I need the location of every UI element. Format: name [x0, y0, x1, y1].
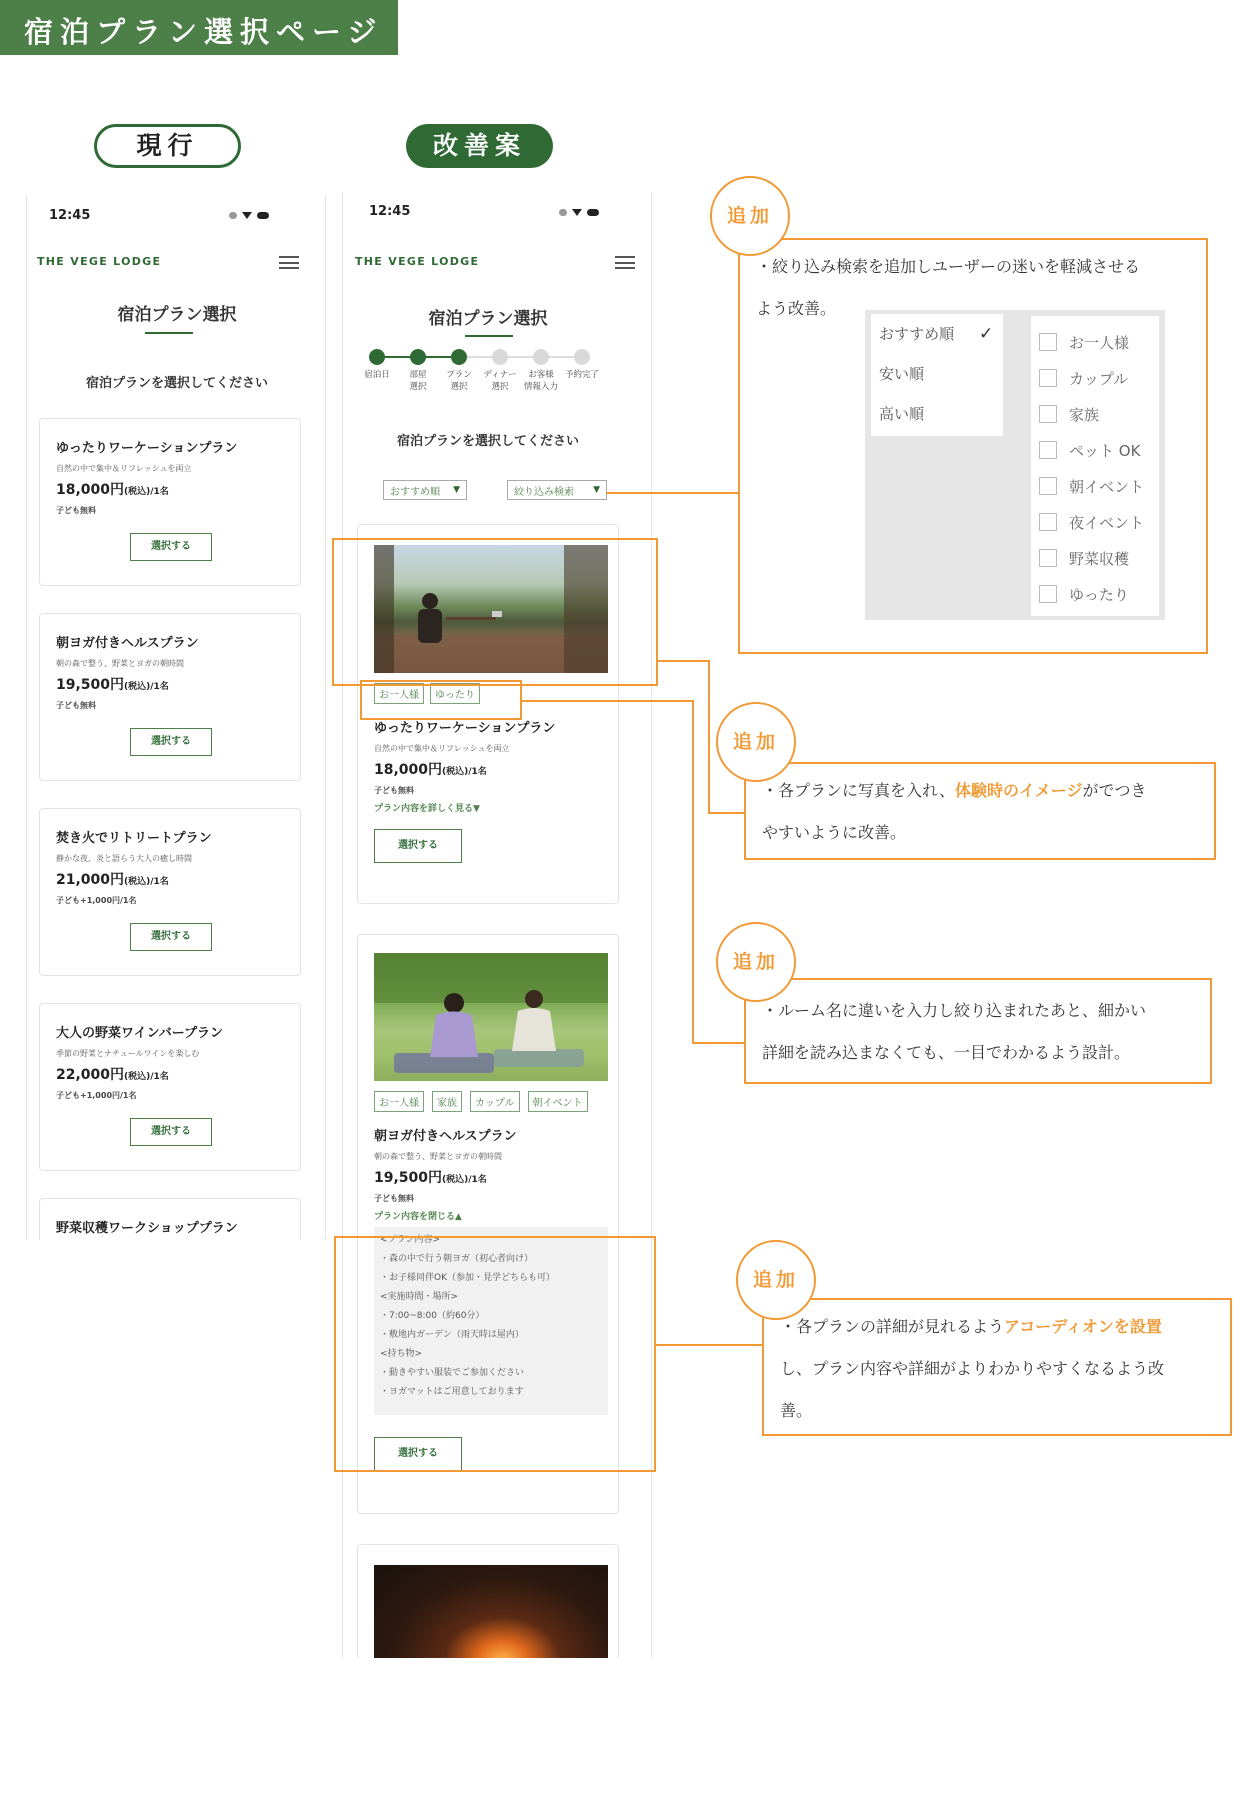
detail-line: <実施時間・場所>: [380, 1292, 459, 1302]
detail-line: ・ヨガマットはご用意しております: [380, 1387, 524, 1397]
detail-line: ・森の中で行う朝ヨガ（初心者向け）: [380, 1254, 534, 1264]
child-price: 子ども無料: [56, 506, 96, 515]
photo-scene: [374, 953, 608, 1081]
select-button[interactable]: 選択する: [130, 533, 212, 561]
dropdown-arrow-icon: ▼: [453, 485, 460, 495]
status-time: 12:45: [369, 204, 411, 219]
filter-option[interactable]: ゆったり: [1039, 576, 1159, 612]
filter-option[interactable]: お一人様: [1039, 324, 1159, 360]
child-price: 子ども+1,000円/1名: [56, 896, 137, 905]
booking-progress-steps: [363, 349, 603, 399]
filter-option[interactable]: ペット OK: [1039, 432, 1159, 468]
collapse-details-link[interactable]: プラン内容を閉じる▲: [374, 1212, 462, 1222]
sort-dropdown[interactable]: おすすめ順 ▼: [383, 480, 467, 500]
checkbox[interactable]: [1039, 549, 1057, 567]
plan-card: [39, 613, 301, 781]
plan-desc: 静かな夜、炎と語らう大人の癒し時間: [56, 854, 192, 863]
plan-price: 19,500円(税込)/1名: [374, 1170, 487, 1186]
annotation-photo-text: ・各プランに写真を入れ、体験時のイメージがでつき やすいように改善。: [762, 781, 1147, 842]
add-badge: 追加: [710, 176, 790, 256]
connector-line: [658, 660, 710, 662]
connector-line: [708, 812, 746, 814]
brand-logo[interactable]: THE VEGE LODGE: [37, 255, 162, 268]
expand-details-link[interactable]: プラン内容を詳しく見る▼: [374, 804, 480, 814]
filter-options-panel: [1031, 316, 1159, 616]
connector-line: [606, 492, 738, 494]
signal-icon: [559, 209, 567, 216]
plan-price: 22,000円(税込)/1名: [56, 1067, 169, 1083]
tag: カップル: [470, 1091, 520, 1112]
checkbox[interactable]: [1039, 477, 1057, 495]
sort-option[interactable]: おすすめ順 ✓: [871, 314, 1003, 354]
step-dot: [451, 349, 467, 365]
sort-options-panel: [871, 314, 1003, 436]
filter-option[interactable]: 夜イベント: [1039, 504, 1159, 540]
checkbox[interactable]: [1039, 369, 1057, 387]
connector-line: [522, 700, 694, 702]
plan-title: 大人の野菜ワインバープラン: [56, 1026, 224, 1041]
plan-card: [39, 1198, 301, 1240]
select-prompt: 宿泊プランを選択してください: [85, 376, 268, 391]
menu-icon[interactable]: [615, 256, 635, 269]
detail-line: ・お子様同伴OK（参加・見学どちらも可）: [380, 1273, 555, 1283]
tags-highlight: [360, 680, 522, 720]
plan-desc: 自然の中で集中＆リフレッシュを両立: [374, 744, 510, 753]
yoga-photo: [374, 953, 608, 1081]
checkbox[interactable]: [1039, 333, 1057, 351]
connector-line: [656, 1344, 764, 1346]
tag-list: [374, 1091, 588, 1112]
annotation-filter-text: ・絞り込み検索を追加しユーザーの迷いを軽減させる よう改善。: [756, 257, 1141, 318]
status-icons: [559, 209, 599, 216]
plan-title: 焚き火でリトリートプラン: [56, 831, 212, 846]
select-button[interactable]: 選択する: [130, 1118, 212, 1146]
status-icons: [229, 212, 269, 219]
checkbox[interactable]: [1039, 513, 1057, 531]
title-underline: [145, 332, 193, 334]
detail-line: <持ち物>: [380, 1349, 423, 1359]
battery-icon: [257, 212, 269, 219]
sort-option[interactable]: 高い順: [879, 405, 925, 423]
detail-line: <プラン内容>: [380, 1235, 441, 1245]
tag: ゆったり: [430, 683, 480, 704]
dropdown-arrow-icon: ▼: [593, 485, 600, 495]
check-icon: ✓: [979, 324, 994, 344]
filter-option[interactable]: カップル: [1039, 360, 1159, 396]
step-label: 予約完了: [564, 370, 599, 380]
child-price: 子ども無料: [374, 786, 414, 795]
plan-card: [39, 418, 301, 586]
plan-price: 21,000円(税込)/1名: [56, 872, 169, 888]
tag: 家族: [432, 1091, 462, 1112]
select-button[interactable]: 選択する: [130, 728, 212, 756]
page-banner-title: 宿泊プラン選択ページ: [0, 0, 398, 55]
connector-line: [708, 660, 710, 814]
step-label: プラン 選択: [446, 370, 472, 392]
plan-desc: 朝の森で整う、野菜とヨガの朝時間: [56, 659, 184, 668]
plan-desc: 自然の中で集中＆リフレッシュを両立: [56, 464, 192, 473]
wifi-icon: [572, 209, 582, 216]
step-dot: [410, 349, 426, 365]
battery-icon: [587, 209, 599, 216]
tag: お一人様: [374, 1091, 424, 1112]
improved-label: 改善案: [406, 124, 553, 168]
connector-line: [692, 1042, 746, 1044]
title-underline: [465, 335, 513, 337]
plan-desc: 朝の森で整う、野菜とヨガの朝時間: [374, 1152, 502, 1161]
filter-option[interactable]: 家族: [1039, 396, 1159, 432]
checkbox[interactable]: [1039, 441, 1057, 459]
add-badge: 追加: [736, 1240, 816, 1320]
checkbox[interactable]: [1039, 405, 1057, 423]
select-button[interactable]: 選択する: [374, 1437, 462, 1471]
select-button[interactable]: 選択する: [130, 923, 212, 951]
child-price: 子ども無料: [56, 701, 96, 710]
status-time: 12:45: [49, 208, 91, 223]
select-prompt: 宿泊プランを選択してください: [396, 434, 579, 449]
checkbox[interactable]: [1039, 585, 1057, 603]
step-label: 部屋 選択: [409, 370, 427, 392]
plan-title: 野菜収穫ワークショッププラン: [56, 1221, 238, 1236]
plan-title: ゆったりワーケーションプラン: [374, 721, 556, 736]
plan-price: 18,000円(税込)/1名: [374, 762, 487, 778]
page-title: 宿泊プラン選択: [428, 309, 548, 329]
plan-title: 朝ヨガ付きヘルスプラン: [56, 636, 199, 651]
sort-option[interactable]: 安い順: [879, 365, 925, 383]
page-title: 宿泊プラン選択: [117, 305, 237, 325]
photo-highlight: [332, 538, 658, 686]
bonfire-photo: [374, 1565, 608, 1658]
plan-title: ゆったりワーケーションプラン: [56, 441, 238, 456]
brand-logo[interactable]: THE VEGE LODGE: [355, 255, 480, 268]
add-badge: 追加: [716, 922, 796, 1002]
wifi-icon: [242, 212, 252, 219]
plan-card: [39, 1003, 301, 1171]
tag: 朝イベント: [528, 1091, 588, 1112]
detail-line: ・7:00~8:00（約60分）: [380, 1311, 485, 1321]
current-label: 現行: [94, 124, 241, 168]
filter-option[interactable]: 野菜収穫: [1039, 540, 1159, 576]
filter-option[interactable]: 朝イベント: [1039, 468, 1159, 504]
step-dot: [533, 349, 549, 365]
step-label: 宿泊日: [364, 370, 390, 380]
plan-price: 18,000円(税込)/1名: [56, 482, 169, 498]
plan-title: 朝ヨガ付きヘルスプラン: [374, 1129, 517, 1144]
step-dot: [574, 349, 590, 365]
step-dot: [492, 349, 508, 365]
annotation-tags-text: ・ルーム名に違いを入力し絞り込まれたあと、細かい 詳細を読み込まなくても、一目でわかるよう設計。: [762, 1001, 1147, 1062]
annotation-accordion-text: ・各プランの詳細が見れるようアコーディオンを設置 し、プラン内容や詳細がよりわかりやすくなるよう改 善。: [780, 1317, 1165, 1420]
tag: お一人様: [374, 683, 424, 704]
detail-line: ・敷地内ガーデン（雨天時は屋内）: [380, 1330, 524, 1340]
add-badge: 追加: [716, 702, 796, 782]
select-button[interactable]: 選択する: [374, 829, 462, 863]
child-price: 子ども+1,000円/1名: [56, 1091, 137, 1100]
step-label: ディナー 選択: [483, 370, 517, 392]
step-dot: [369, 349, 385, 365]
plan-card: [357, 1544, 619, 1658]
current-phone-screen: [26, 196, 326, 1240]
plan-price: 19,500円(税込)/1名: [56, 677, 169, 693]
child-price: 子ども無料: [374, 1194, 414, 1203]
plan-card: [39, 808, 301, 976]
plan-desc: 季節の野菜とナチュールワインを楽しむ: [56, 1049, 200, 1058]
detail-line: ・動きやすい服装でご参加ください: [380, 1368, 525, 1378]
step-label: お客様 情報入力: [523, 370, 558, 392]
filter-mockup: [865, 310, 1165, 620]
signal-icon: [229, 212, 237, 219]
accordion-highlight: [334, 1236, 656, 1472]
filter-dropdown[interactable]: 絞り込み検索 ▼: [507, 480, 607, 500]
connector-line: [692, 700, 694, 1044]
menu-icon[interactable]: [279, 256, 299, 269]
